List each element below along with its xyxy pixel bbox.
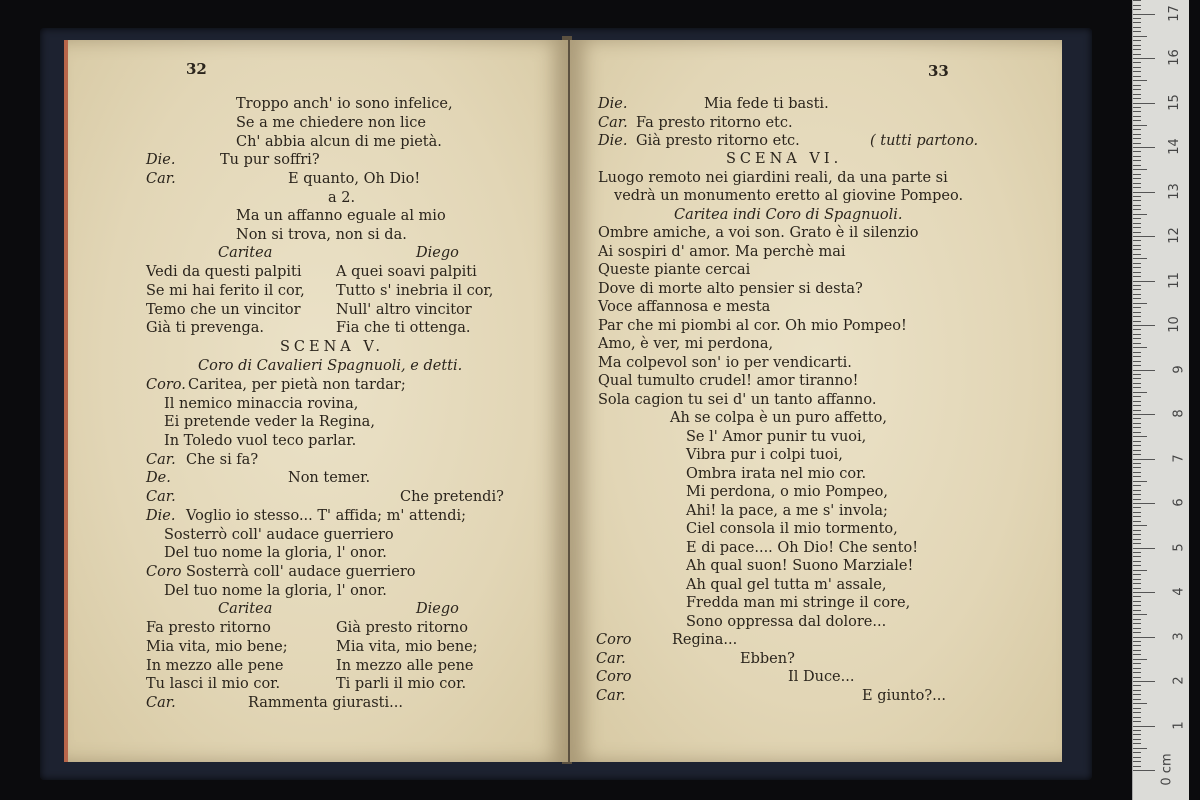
ruler-tick — [1133, 200, 1141, 201]
ruler-tick — [1133, 757, 1141, 758]
ruler-tick — [1133, 476, 1141, 477]
speaker-or-direction-text: Die. — [598, 133, 628, 149]
ruler-tick — [1133, 143, 1141, 144]
verse-line: Troppo anch' io sono infelice, — [236, 96, 453, 112]
ruler-number: 14 — [1167, 138, 1183, 155]
ruler-tick — [1133, 699, 1141, 700]
verse-line: Ombra irata nel mio cor. — [686, 466, 867, 482]
ruler-tick — [1133, 592, 1155, 593]
ruler-number: 11 — [1167, 271, 1183, 289]
ruler-tick — [1133, 209, 1141, 210]
speaker-or-direction-text: Coro. — [146, 377, 186, 393]
ruler-tick — [1133, 494, 1141, 495]
ruler-tick — [1133, 525, 1147, 526]
verse-line: Fredda man mi stringe il core, — [686, 595, 911, 611]
verse-line: Sosterrà coll' audace guerriero — [186, 564, 416, 580]
ruler-tick — [1133, 534, 1141, 535]
ruler-tick — [1133, 588, 1141, 589]
verse-line: Sosterrò coll' audace guerriero — [164, 527, 394, 543]
ruler-tick — [1133, 370, 1155, 371]
ruler-tick — [1133, 285, 1141, 286]
verse-line: E giunto?... — [862, 688, 946, 704]
ruler-number: 16 — [1167, 49, 1183, 66]
ruler-tick — [1133, 129, 1141, 130]
ruler-tick — [1133, 583, 1141, 584]
speaker-or-direction-text: Coro — [596, 632, 632, 648]
ruler-tick — [1133, 107, 1141, 108]
ruler-tick — [1133, 387, 1141, 388]
verse-line: Dove di morte alto pensier si desta? — [598, 281, 863, 297]
measurement-ruler — [1132, 0, 1189, 800]
ruler-tick — [1133, 103, 1155, 104]
ruler-tick — [1133, 165, 1141, 166]
ruler-tick — [1133, 174, 1141, 175]
ruler-tick — [1133, 31, 1141, 32]
page-number-left: 32 — [186, 60, 207, 78]
ruler-tick — [1133, 18, 1141, 19]
ruler-tick — [1133, 0, 1141, 1]
ruler-tick — [1133, 151, 1141, 152]
ruler-tick — [1133, 481, 1147, 482]
ruler-tick — [1133, 365, 1141, 366]
verse-line: a 2. — [328, 190, 356, 206]
ruler-tick — [1133, 343, 1141, 344]
verse-line: Voglio io stesso... T' affida; m' attendi; — [186, 508, 467, 524]
ruler-tick — [1133, 85, 1141, 86]
ruler-tick — [1133, 556, 1141, 557]
verse-line: Luogo remoto nei giardini reali, da una parte si — [598, 170, 948, 186]
ruler-tick — [1133, 610, 1141, 611]
verse-line: Vibra pur i colpi tuoi, — [686, 447, 843, 463]
ruler-tick — [1133, 761, 1141, 762]
ruler-tick — [1133, 334, 1141, 335]
ruler-tick — [1133, 739, 1141, 740]
ruler-tick — [1133, 685, 1141, 686]
verse-line: Ti parli il mio cor. — [336, 676, 467, 692]
verse-line: Fa presto ritorno etc. — [636, 115, 793, 131]
ruler-tick — [1133, 668, 1141, 669]
ruler-tick — [1133, 650, 1141, 651]
ruler-tick — [1133, 427, 1141, 428]
verse-line: Ah se colpa è un puro affetto, — [670, 410, 887, 426]
ruler-tick — [1133, 459, 1155, 460]
speaker-or-direction-text: Caritea indi Coro di Spagnuoli. — [674, 207, 903, 223]
verse-line: Ah qual suon! Suono Marziale! — [686, 558, 914, 574]
ruler-tick — [1133, 22, 1141, 23]
ruler-tick — [1133, 303, 1147, 304]
ruler-tick — [1133, 507, 1141, 508]
ruler-tick — [1133, 98, 1141, 99]
ruler-tick — [1133, 232, 1141, 233]
ruler-tick — [1133, 490, 1141, 491]
ruler-tick — [1133, 659, 1147, 660]
ruler-tick — [1133, 530, 1141, 531]
ruler-tick — [1133, 743, 1141, 744]
speaker-or-direction-text: Car. — [146, 695, 176, 711]
ruler-tick — [1133, 565, 1141, 566]
ruler-tick — [1133, 218, 1141, 219]
verse-line: Queste piante cercai — [598, 262, 751, 278]
verse-line: Voce affannosa e mesta — [598, 299, 771, 315]
ruler-tick — [1133, 619, 1141, 620]
ruler-tick — [1133, 40, 1141, 41]
ruler-tick — [1133, 539, 1141, 540]
ruler-tick — [1133, 632, 1141, 633]
ruler-tick — [1133, 574, 1141, 575]
ruler-tick — [1133, 445, 1141, 446]
ruler-tick — [1133, 414, 1155, 415]
ruler-number: 2 — [1171, 676, 1187, 685]
ruler-tick — [1133, 552, 1141, 553]
ruler-tick — [1133, 392, 1147, 393]
ruler-tick — [1133, 432, 1141, 433]
verse-line: Ahi! la pace, a me s' invola; — [686, 503, 888, 519]
verse-line: Che si fa? — [186, 452, 259, 468]
ruler-tick — [1133, 601, 1141, 602]
ruler-tick — [1133, 485, 1141, 486]
ruler-tick — [1133, 125, 1147, 126]
ruler-tick — [1133, 561, 1141, 562]
ruler-tick — [1133, 766, 1141, 767]
verse-line: Mi perdona, o mio Pompeo, — [686, 484, 889, 500]
ruler-tick — [1133, 267, 1141, 268]
speaker-or-direction-text: Die. — [146, 508, 176, 524]
ruler-tick — [1133, 169, 1147, 170]
ruler-tick — [1133, 321, 1141, 322]
ruler-tick — [1133, 325, 1155, 326]
ruler-tick — [1133, 623, 1141, 624]
ruler-tick — [1133, 472, 1141, 473]
ruler-tick — [1133, 27, 1141, 28]
speaker-or-direction-text: Die. — [598, 96, 628, 112]
speaker-or-direction-text: Die. — [146, 152, 176, 168]
ruler-tick — [1133, 205, 1141, 206]
ruler-tick — [1133, 352, 1141, 353]
ruler-tick — [1133, 214, 1147, 215]
ruler-tick — [1133, 450, 1141, 451]
ruler-tick — [1133, 579, 1141, 580]
ruler-number: 8 — [1171, 409, 1187, 418]
ruler-tick — [1133, 712, 1141, 713]
ruler-number: 3 — [1171, 631, 1187, 641]
ruler-tick — [1133, 730, 1141, 731]
ruler-tick — [1133, 223, 1141, 224]
ruler-tick — [1133, 614, 1147, 615]
speaker-or-direction-text: De. — [146, 470, 171, 486]
verse-line: Ai sospiri d' amor. Ma perchè mai — [598, 244, 846, 260]
ruler-tick — [1133, 80, 1147, 81]
ruler-tick — [1133, 752, 1141, 753]
ruler-tick — [1133, 405, 1141, 406]
ruler-tick — [1133, 356, 1141, 357]
ruler-tick — [1133, 423, 1141, 424]
ruler-tick — [1133, 147, 1155, 148]
speaker-or-direction-text: Car. — [146, 452, 176, 468]
ruler-tick — [1133, 512, 1141, 513]
verse-line: Qual tumulto crudel! amor tiranno! — [598, 373, 859, 389]
ruler-tick — [1133, 596, 1141, 597]
ruler-tick — [1133, 734, 1141, 735]
verse-line: Mia vita, mio bene; — [336, 639, 478, 655]
verse-line: Vedi da questi palpiti — [146, 264, 302, 280]
verse-line: Ciel consola il mio tormento, — [686, 521, 898, 537]
speaker-or-direction-text: Caritea — [218, 601, 273, 617]
ruler-tick — [1133, 183, 1141, 184]
verse-line: Già presto ritorno — [336, 620, 469, 636]
ruler-tick — [1133, 263, 1141, 264]
ruler-tick — [1133, 245, 1141, 246]
ruler-tick — [1133, 254, 1141, 255]
verse-line: Non temer. — [288, 470, 371, 486]
ruler-tick — [1133, 298, 1141, 299]
speaker-or-direction-text: Diego — [416, 245, 459, 261]
ruler-number: 6 — [1171, 498, 1187, 507]
verse-line: In mezzo alle pene — [146, 658, 284, 674]
ruler-tick — [1133, 677, 1141, 678]
ruler-tick — [1133, 641, 1141, 642]
verse-line: Caritea, per pietà non tardar; — [188, 377, 406, 393]
left-page — [64, 40, 568, 762]
ruler-tick — [1133, 272, 1141, 273]
ruler-tick — [1133, 645, 1141, 646]
ruler-number: 15 — [1167, 93, 1183, 111]
verse-line: Del tuo nome la gloria, l' onor. — [164, 583, 387, 599]
verse-line: Già ti prevenga. — [146, 320, 264, 336]
verse-line: In mezzo alle pene — [336, 658, 474, 674]
speaker-or-direction-text: Car. — [146, 489, 176, 505]
verse-line: Già presto ritorno etc. — [636, 133, 800, 149]
ruler-tick — [1133, 178, 1141, 179]
ruler-tick — [1133, 160, 1141, 161]
verse-line: Null' altro vincitor — [336, 302, 472, 318]
verse-line: Sono oppressa dal dolore... — [686, 614, 887, 630]
verse-line: Rammenta giurasti... — [248, 695, 403, 711]
verse-line: E di pace.... Oh Dio! Che sento! — [686, 540, 919, 556]
ruler-tick — [1133, 111, 1141, 112]
speaker-or-direction-text: Diego — [416, 601, 459, 617]
verse-line: Il Duce... — [788, 669, 855, 685]
speaker-or-direction-text: Coro di Cavalieri Spagnuoli, e detti. — [198, 358, 463, 374]
ruler-tick — [1133, 312, 1141, 313]
speaker-or-direction-text: Coro — [596, 669, 632, 685]
ruler-tick — [1133, 192, 1155, 193]
ruler-tick — [1133, 374, 1141, 375]
verse-line: A quei soavi palpiti — [336, 264, 477, 280]
ruler-number: 12 — [1167, 227, 1183, 244]
ruler-number: 7 — [1171, 453, 1187, 463]
verse-line: Fa presto ritorno — [146, 620, 271, 636]
ruler-tick — [1133, 196, 1141, 197]
ruler-tick — [1133, 187, 1141, 188]
ruler-tick — [1133, 401, 1141, 402]
ruler-number: 4 — [1171, 587, 1187, 596]
ruler-number: 1 — [1171, 720, 1187, 730]
verse-line: Ma colpevol son' io per vendicarti. — [598, 355, 852, 371]
ruler-tick — [1133, 378, 1141, 379]
verse-line: Ombre amiche, a voi son. Grato è il silenzio — [598, 225, 919, 241]
ruler-tick — [1133, 54, 1141, 55]
verse-line: In Toledo vuol teco parlar. — [164, 433, 357, 449]
page-number-right: 33 — [928, 62, 949, 80]
ruler-tick — [1133, 726, 1155, 727]
ruler-tick — [1133, 361, 1141, 362]
ruler-tick — [1133, 708, 1141, 709]
ruler-number: 13 — [1167, 182, 1183, 200]
ruler-tick — [1133, 89, 1141, 90]
ruler-tick — [1133, 570, 1147, 571]
ruler-tick — [1133, 76, 1141, 77]
right-page — [570, 40, 1062, 762]
verse-line: Tu lasci il mio cor. — [146, 676, 281, 692]
ruler-tick — [1133, 347, 1147, 348]
ruler-tick — [1133, 637, 1155, 638]
verse-line: Mia vita, mio bene; — [146, 639, 288, 655]
ruler-tick — [1133, 289, 1141, 290]
ruler-tick — [1133, 294, 1141, 295]
ruler-tick — [1133, 383, 1141, 384]
verse-line: Ma un affanno eguale al mio — [236, 208, 446, 224]
ruler-tick — [1133, 410, 1141, 411]
ruler-number: 10 — [1167, 316, 1183, 333]
ruler-tick — [1133, 499, 1141, 500]
ruler-tick — [1133, 281, 1155, 282]
ruler-tick — [1133, 418, 1141, 419]
verse-line: Sola cagion tu sei d' un tanto affanno. — [598, 392, 877, 408]
ruler-tick — [1133, 628, 1141, 629]
ruler-tick — [1133, 240, 1141, 241]
scene-heading: SCENA VI. — [726, 151, 843, 167]
ruler-tick — [1133, 120, 1141, 121]
ruler-tick — [1133, 249, 1141, 250]
ruler-tick — [1133, 258, 1147, 259]
ruler-tick — [1133, 690, 1141, 691]
scene-heading: SCENA V. — [280, 339, 384, 355]
ruler-tick — [1133, 94, 1141, 95]
ruler-tick — [1133, 138, 1141, 139]
ruler-tick — [1133, 703, 1147, 704]
ruler-tick — [1133, 543, 1141, 544]
ruler-tick — [1133, 721, 1141, 722]
ruler-tick — [1133, 694, 1141, 695]
ruler-tick — [1133, 463, 1141, 464]
ruler-tick — [1133, 307, 1141, 308]
ruler-tick — [1133, 605, 1141, 606]
ruler-tick — [1133, 663, 1141, 664]
ruler-tick — [1133, 338, 1141, 339]
ruler-tick — [1133, 441, 1141, 442]
verse-line: Par che mi piombi al cor. Oh mio Pompeo! — [598, 318, 907, 334]
ruler-tick — [1133, 717, 1141, 718]
speaker-or-direction-text: Car. — [146, 171, 176, 187]
speaker-or-direction-text: Caritea — [218, 245, 273, 261]
ruler-tick — [1133, 770, 1155, 771]
ruler-tick — [1133, 227, 1141, 228]
speaker-or-direction-text: Coro — [146, 564, 182, 580]
ruler-tick — [1133, 329, 1141, 330]
ruler-number: 17 — [1167, 4, 1183, 22]
verse-line: Che pretendi? — [400, 489, 504, 505]
verse-line: Ah qual gel tutta m' assale, — [686, 577, 887, 593]
speaker-or-direction-text: Car. — [596, 651, 626, 667]
ruler-tick — [1133, 521, 1141, 522]
ruler-tick — [1133, 276, 1141, 277]
speaker-or-direction-text: Car. — [598, 115, 628, 131]
verse-line: E quanto, Oh Dio! — [288, 171, 421, 187]
ruler-tick — [1133, 156, 1141, 157]
verse-line: Se l' Amor punir tu vuoi, — [686, 429, 867, 445]
ruler-tick — [1133, 396, 1141, 397]
ruler-tick — [1133, 672, 1141, 673]
ruler-tick — [1133, 67, 1141, 68]
verse-line: Ebben? — [740, 651, 795, 667]
verse-line: Fia che ti ottenga. — [336, 320, 471, 336]
ruler-tick — [1133, 654, 1141, 655]
verse-line: Il nemico minaccia rovina, — [164, 396, 359, 412]
ruler-tick — [1133, 436, 1147, 437]
verse-line: Ei pretende veder la Regina, — [164, 414, 375, 430]
verse-line: Ch' abbia alcun di me pietà. — [236, 134, 442, 150]
ruler-tick — [1133, 748, 1147, 749]
ruler-number: 9 — [1171, 364, 1187, 374]
speaker-or-direction-text: Car. — [596, 688, 626, 704]
ruler-tick — [1133, 134, 1141, 135]
ruler-tick — [1133, 49, 1141, 50]
ruler-tick — [1133, 503, 1155, 504]
speaker-or-direction-text: ( tutti partono. — [870, 133, 979, 149]
ruler-tick — [1133, 5, 1141, 6]
verse-line: Temo che un vincitor — [146, 302, 301, 318]
verse-line: Se mi hai ferito il cor, — [146, 283, 305, 299]
ruler-tick — [1133, 62, 1141, 63]
ruler-tick — [1133, 45, 1141, 46]
verse-line: vedrà un monumento eretto al giovine Pompeo. — [614, 188, 964, 204]
ruler-tick — [1133, 681, 1155, 682]
ruler-tick — [1133, 9, 1141, 10]
ruler-tick — [1133, 236, 1155, 237]
ruler-tick — [1133, 516, 1141, 517]
ruler-tick — [1133, 14, 1155, 15]
verse-line: Tu pur soffri? — [220, 152, 320, 168]
ruler-tick — [1133, 548, 1155, 549]
ruler-tick — [1133, 316, 1141, 317]
verse-line: Mia fede ti basti. — [704, 96, 829, 112]
ruler-number: 5 — [1171, 542, 1187, 552]
ruler-tick — [1133, 454, 1141, 455]
ruler-tick — [1133, 116, 1141, 117]
ruler-tick — [1133, 71, 1141, 72]
ruler-tick — [1133, 36, 1147, 37]
verse-line: Amo, è ver, mi perdona, — [598, 336, 774, 352]
ruler-tick — [1133, 467, 1141, 468]
verse-line: Del tuo nome la gloria, l' onor. — [164, 545, 387, 561]
verse-line: Se a me chiedere non lice — [236, 115, 426, 131]
verse-line: Non si trova, non si da. — [236, 227, 407, 243]
verse-line: Tutto s' inebria il cor, — [336, 283, 494, 299]
verse-line: Regina... — [672, 632, 738, 648]
ruler-tick — [1133, 58, 1155, 59]
ruler-number: 0 cm — [1159, 753, 1175, 786]
